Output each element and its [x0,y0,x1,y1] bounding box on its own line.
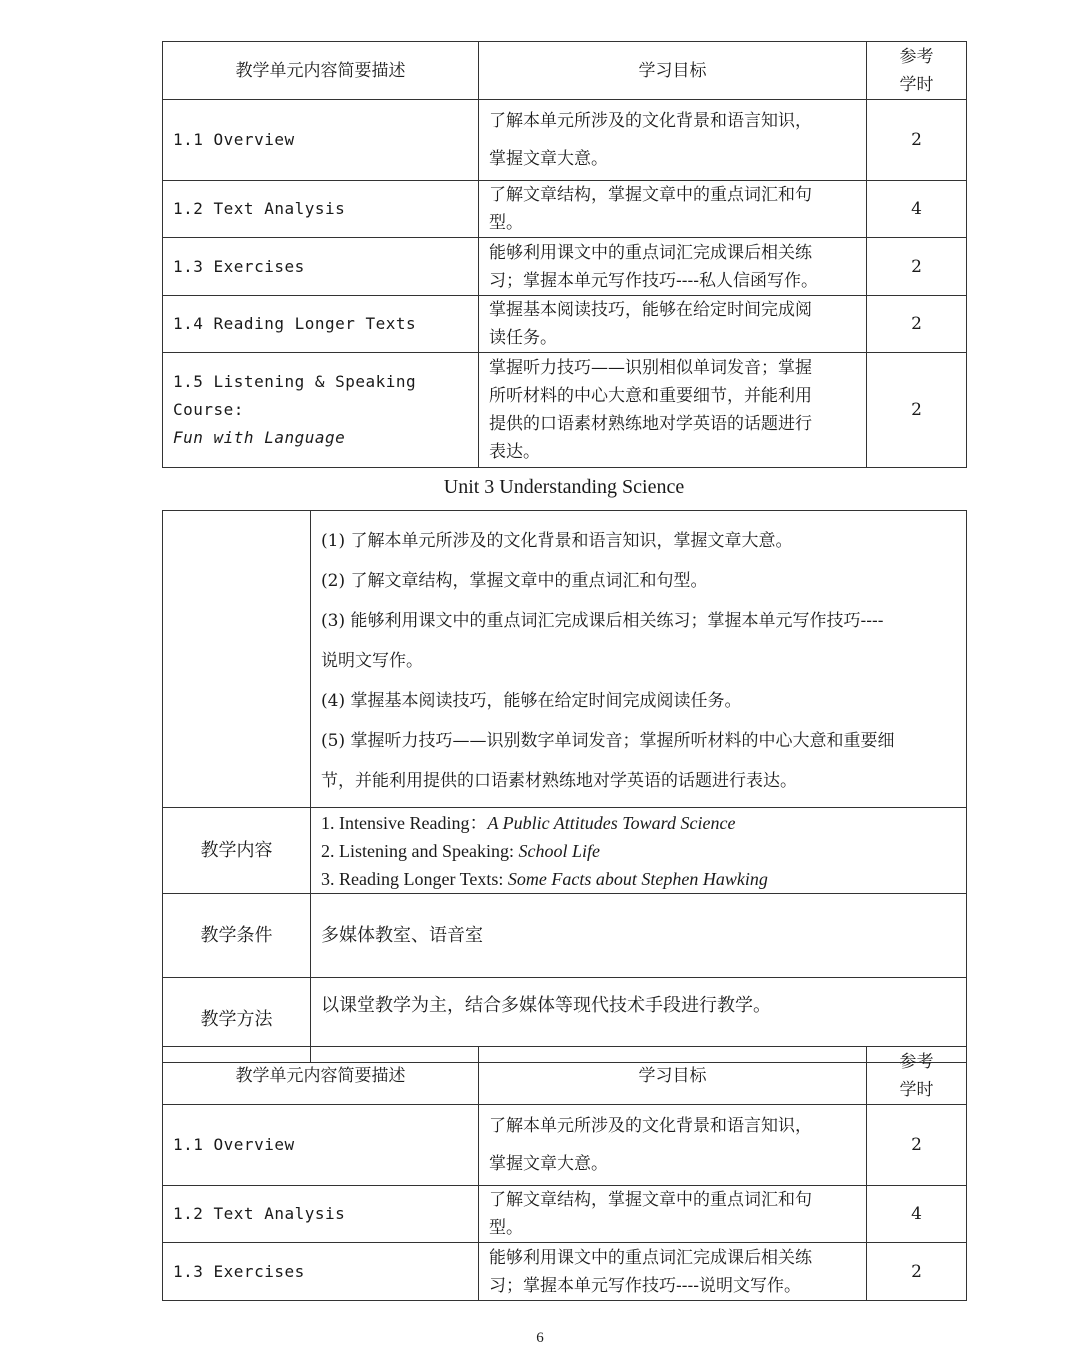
goal-line: 习；掌握本单元写作技巧----说明文写作。 [489,1275,801,1296]
unit-title: Unit 3 Understanding Science [443,476,685,498]
content-item-title: School Life [518,840,600,861]
row-desc: 1.2 Text Analysis [163,1186,479,1243]
row-hours: 2 [867,296,967,353]
page-number: 6 [536,1330,544,1346]
row-desc: 1.4 Reading Longer Texts [163,296,479,353]
content-label: 教学内容 [163,808,311,894]
table-row [163,353,967,468]
row-goal [479,100,867,181]
objective-item: (1) 了解本单元所涉及的文化背景和语言知识，掌握文章大意。 [321,531,793,551]
course-title: Fun with Language [173,428,346,447]
methods-label: 教学方法 [163,978,311,1063]
header-hours-line2: 学时 [899,1079,934,1100]
goal-line: 掌握基本阅读技巧，能够在给定时间完成阅 [489,300,812,320]
header-goal: 学习目标 [479,42,867,100]
goal-line: 了解文章结构，掌握文章中的重点词汇和句 [489,185,812,205]
row-goal [479,1105,867,1186]
table-row [163,1105,967,1186]
row-hours: 2 [867,100,967,181]
objective-item: (3) 能够利用课文中的重点词汇完成课后相关练习；掌握本单元写作技巧---- [321,611,884,631]
content-item-title: Some Facts about Stephen Hawking [507,868,768,889]
objective-item: (2) 了解文章结构，掌握文章中的重点词汇和句型。 [321,571,708,591]
header-desc: 教学单元内容简要描述 [163,42,479,100]
content-item [321,809,966,837]
goal-line: 了解文章结构，掌握文章中的重点词汇和句 [489,1190,812,1210]
header-hours-line1: 参考 [899,1051,934,1072]
row-hours: 4 [867,1186,967,1243]
row-hours: 2 [867,353,967,468]
row-goal [479,181,867,238]
table-row [163,1186,967,1243]
content-item-title: A Public Attitudes Toward Science [487,812,736,833]
unit3-info-table [162,510,967,1063]
content-item-prefix: 1. Intensive Reading： [321,812,488,833]
goal-line: 能够利用课文中的重点词汇完成课后相关练 [489,1247,812,1268]
row-hours: 2 [867,1105,967,1186]
content-list [311,808,967,894]
table-row [163,1243,967,1301]
header-hours [867,42,967,100]
row-desc [163,353,479,468]
content-item [321,837,966,865]
methods-value: 以课堂教学为主，结合多媒体等现代技术手段进行教学。 [311,978,967,1063]
conditions-value: 多媒体教室、语音室 [311,894,967,978]
content-item-prefix: 3. Reading Longer Texts: [321,868,508,889]
content-item-prefix: 2. Listening and Speaking: [321,840,519,861]
table-row [163,100,967,181]
goal-line: 掌握文章大意。 [489,1154,608,1174]
table-header-row [163,42,967,100]
objective-item: (5) 掌握听力技巧——识别数字单词发音；掌握所听材料的中心大意和重要细 [321,731,895,751]
row-hours: 2 [867,1243,967,1301]
goal-line: 提供的口语素材熟练地对学英语的话题进行 [489,414,812,434]
row-goal [479,296,867,353]
objectives-list [311,511,967,808]
goal-line: 型。 [489,1218,523,1238]
goal-line: 掌握文章大意。 [489,149,608,169]
objective-item: 说明文写作。 [321,651,423,671]
goal-line: 表达。 [489,442,540,462]
table-row [163,181,967,238]
desc-line: 1.5 Listening & Speaking Course: [173,372,417,419]
header-desc: 教学单元内容简要描述 [163,1047,479,1105]
objective-item: 节，并能利用提供的口语素材熟练地对学英语的话题进行表达。 [321,771,797,791]
row-desc: 1.1 Overview [163,100,479,181]
row-goal [479,1243,867,1301]
conditions-label: 教学条件 [163,894,311,978]
header-hours-line2: 学时 [899,74,934,95]
table-row [163,238,967,296]
table-row [163,296,967,353]
objectives-row [163,511,967,808]
row-hours: 2 [867,238,967,296]
header-hours [867,1047,967,1105]
goal-line: 型。 [489,213,523,233]
row-goal [479,353,867,468]
unit3-schedule-table [162,1046,967,1301]
content-item [321,865,966,893]
goal-line: 所听材料的中心大意和重要细节，并能利用 [489,386,812,406]
row-goal [479,238,867,296]
row-desc: 1.2 Text Analysis [163,181,479,238]
row-desc: 1.3 Exercises [163,1243,479,1301]
row-hours: 4 [867,181,967,238]
goal-line: 掌握听力技巧——识别相似单词发音；掌握 [489,358,812,378]
objective-item: (4) 掌握基本阅读技巧，能够在给定时间完成阅读任务。 [321,691,742,711]
header-hours-line1: 参考 [899,46,934,67]
goal-line: 能够利用课文中的重点词汇完成课后相关练 [489,242,812,263]
header-goal: 学习目标 [479,1047,867,1105]
row-desc: 1.3 Exercises [163,238,479,296]
objectives-label-cell [163,511,311,808]
goal-line: 习；掌握本单元写作技巧----私人信函写作。 [489,270,818,291]
unit2-schedule-table [162,41,967,468]
row-goal [479,1186,867,1243]
goal-line: 了解本单元所涉及的文化背景和语言知识， [489,1116,812,1136]
row-desc: 1.1 Overview [163,1105,479,1186]
goal-line: 读任务。 [489,328,557,348]
goal-line: 了解本单元所涉及的文化背景和语言知识， [489,111,812,131]
conditions-row [163,894,967,978]
table-header-row [163,1047,967,1105]
content-row [163,808,967,894]
